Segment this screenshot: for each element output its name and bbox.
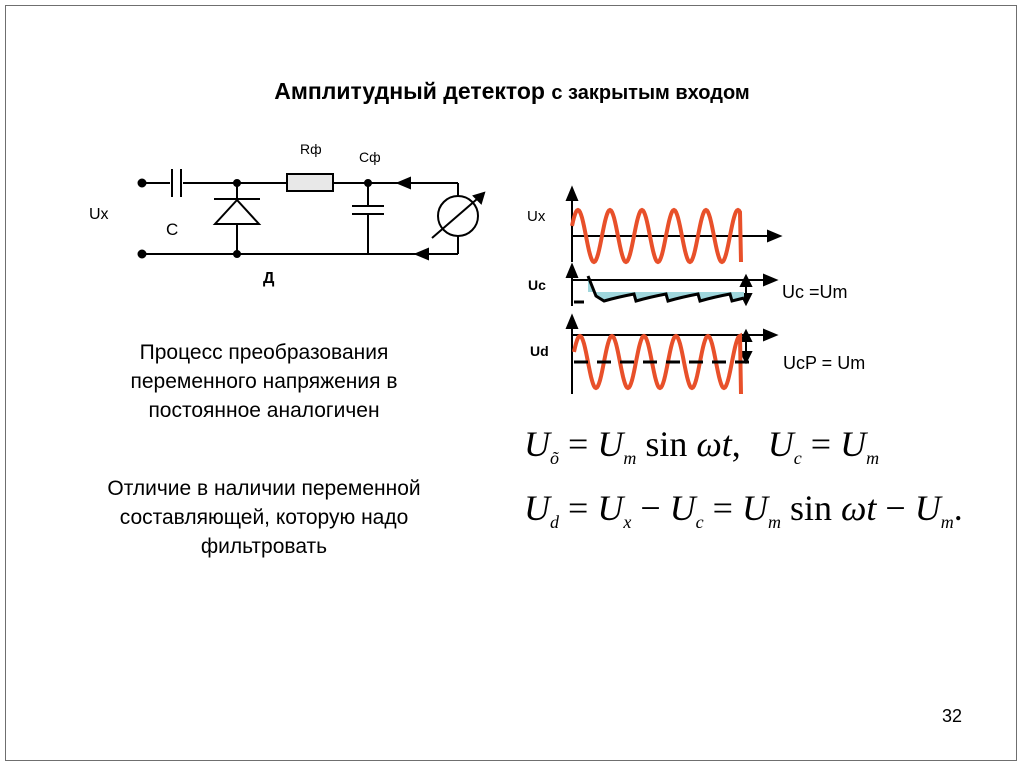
paragraph-line: постоянное аналогичен <box>148 399 380 422</box>
paragraph-line: фильтровать <box>200 535 328 558</box>
ud-waveform <box>574 336 741 394</box>
diode-icon <box>215 200 259 224</box>
circuit-label-ux: Ux <box>89 206 109 223</box>
waveform-label-uc: Uc <box>528 277 546 293</box>
equation-ucp-um: UcP = Um <box>783 353 866 373</box>
paragraph-difference <box>64 474 464 561</box>
circuit-label-c: С <box>166 220 179 239</box>
arrow-icon <box>416 249 428 259</box>
circuit-label-cf: Сф <box>359 149 381 165</box>
paragraph-process <box>64 338 464 425</box>
title-sub: с закрытым входом <box>551 82 750 104</box>
circuit-label-d: Д <box>263 270 275 287</box>
paragraph-line: Процесс преобразования <box>139 341 389 364</box>
title-main: Амплитудный детектор <box>274 78 545 104</box>
waveform-label-ux: Ux <box>527 208 546 225</box>
circuit-label-rf: Rф <box>300 141 322 157</box>
circuit-diagram <box>139 169 485 259</box>
page-number: 32 <box>941 706 962 726</box>
paragraph-line: составляющей, которую надо <box>119 506 409 529</box>
paragraph-line: переменного напряжения в <box>130 370 398 393</box>
equation-uc-um: Uc =Um <box>782 282 848 302</box>
arrow-icon <box>398 178 410 188</box>
paragraph-line: Отличие в наличии переменной <box>107 477 421 500</box>
formula-1: $U_õ = U_m$ sin ωt, $U_c = U_m$ <box>524 424 880 468</box>
resistor-rf <box>287 174 333 191</box>
waveform-label-ud: Ud <box>530 343 549 359</box>
formula-2: $U_d = U_x - U_c = U_m$ $\sin \omega t - U_m$. <box>524 488 963 532</box>
